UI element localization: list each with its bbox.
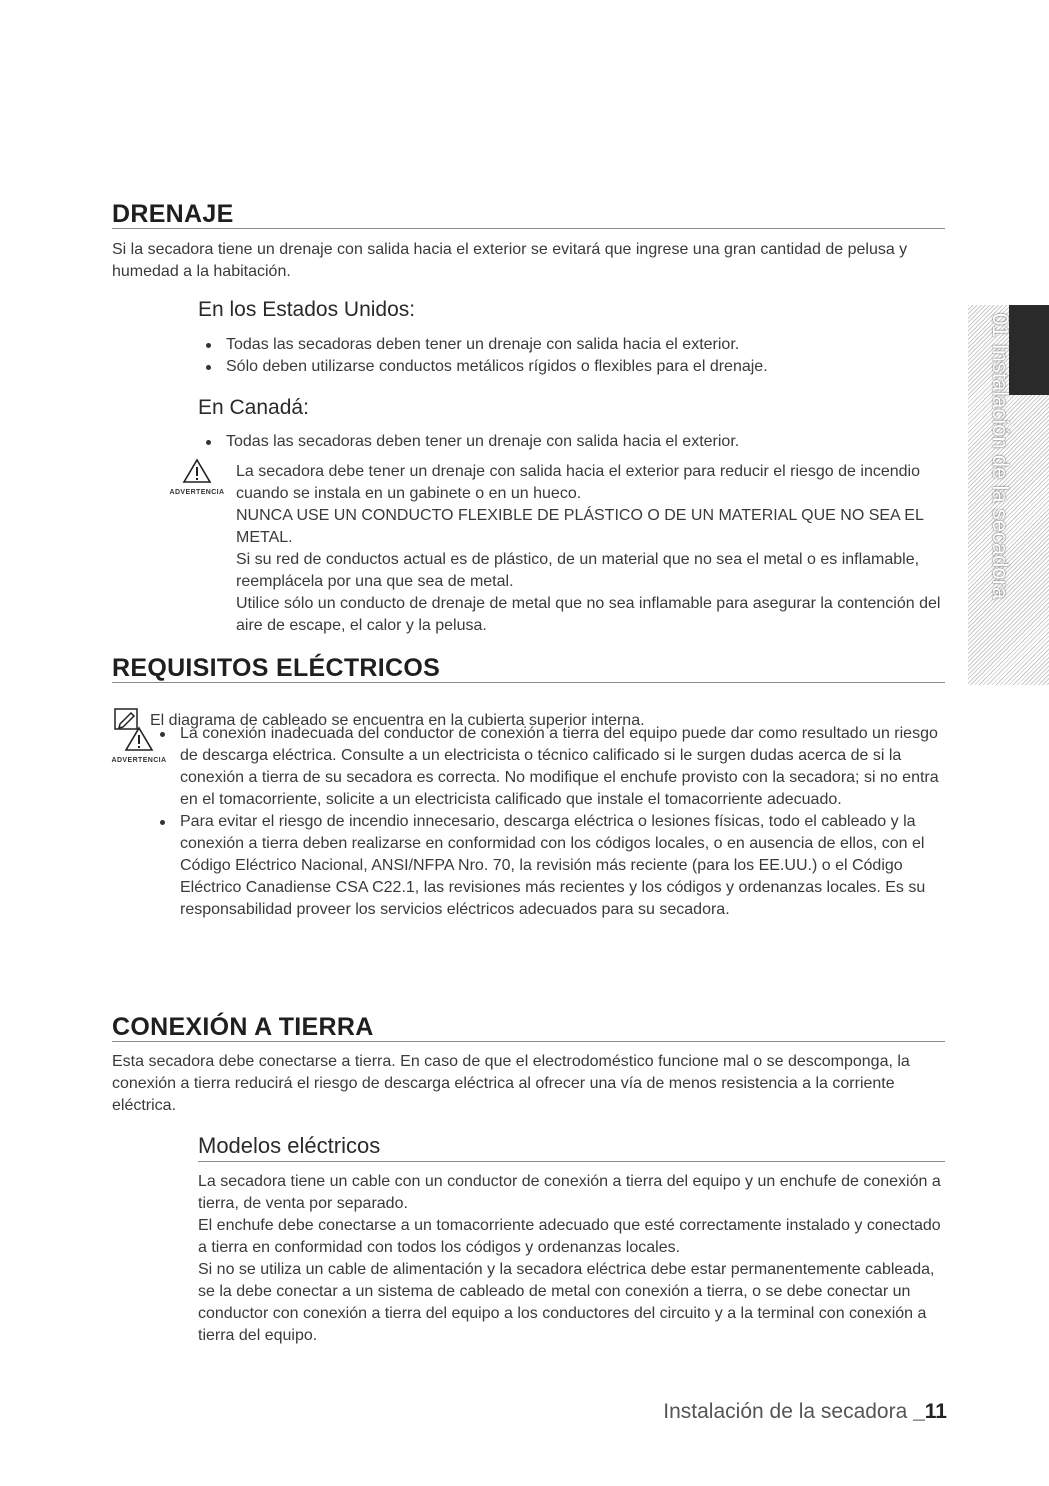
paragraph: Si no se utiliza un cable de alimentación y la secadora eléctrica debe estar permanentemente cableada, se la debe conectar a un sistema de cableado de metal con conexión a tierra, o se debe conectar un conductor con conexión a tierra del equipo a los conductores del circuito y a la terminal con conexión a tierra del equipo. [198, 1261, 935, 1344]
warning-icon [162, 458, 232, 496]
drenaje-title: DRENAJE [112, 200, 234, 228]
chapter-tab-label: 01 Instalación de la secadora [988, 313, 1013, 600]
list-item: Sólo deben utilizarse conductos metálicos rígidos o flexibles para el drenaje. [226, 356, 926, 378]
warning-line: La secadora debe tener un drenaje con salida hacia el exterior para reducir el riesgo de incendio cuando se instala en un gabinete o en un hueco. [236, 463, 920, 502]
drenaje-intro: Si la secadora tiene un drenaje con salida hacia el exterior se evitará que ingrese una gran cantidad de pelusa y humedad a la habitación. [112, 241, 908, 280]
warning-label: ADVERTENCIA [169, 489, 225, 496]
drenaje-rule [112, 228, 945, 229]
electricos-list [180, 723, 950, 921]
modelos-body [198, 1171, 943, 1347]
warning-line: Utilice sólo un conducto de drenaje de metal que no sea inflamable para asegurar la contención del aire de escape, el calor y la pelusa. [236, 595, 941, 634]
ca-heading: En Canadá: [198, 396, 309, 419]
list-item: Todas las secadoras deben tener un drenaje con salida hacia el exterior. [226, 334, 926, 356]
page-footer [663, 1400, 947, 1424]
warning-line: Si su red de conductos actual es de plástico, de un material que no sea el metal o es inflamable, reemplácela por una que sea de metal. [236, 551, 920, 590]
paragraph: La secadora tiene un cable con un conductor de conexión a tierra del equipo y un enchufe de conexión a tierra, de venta por separado. [198, 1173, 941, 1212]
paragraph: El enchufe debe conectarse a un tomacorriente adecuado que esté correctamente instalado y conectado a tierra en conformidad con todos los códigos y ordenanzas locales. [198, 1217, 941, 1256]
drenaje-warning-text [236, 461, 951, 637]
tierra-rule [112, 1041, 945, 1042]
footer-section: Instalación de la secadora [663, 1400, 914, 1423]
list-item: Para evitar el riesgo de incendio innecesario, descarga eléctrica o lesiones físicas, todo el cableado y la conexión a tierra deben realizarse en conformidad con los códigos locales, o en ausencia de ellos, con el Código Eléctrico Nacional, ANSI/NFPA Nro. 70, la revisión más reciente (para los EE.UU.) o el Código Eléctrico Canadiense CSA C22.1, las revisiones más recientes y los códigos y ordenanzas locales. Es su responsabilidad proveer los servicios eléctricos adecuados para su secadora. [180, 811, 950, 921]
list-item: La conexión inadecuada del conductor de conexión a tierra del equipo puede dar como resultado un riesgo de descarga eléctrica. Consulte a un electricista o técnico calificado si le surgen dudas acerca de si la conexión a tierra de su secadora es correcta. No modifique el enchufe provisto con la secadora; si no entra en el tomacorriente, solicite a un electricista calificado que instale el tomacorriente adecuado. [180, 723, 950, 811]
page-number: _11 [913, 1400, 947, 1423]
electricos-rule [112, 682, 945, 683]
us-heading: En los Estados Unidos: [198, 298, 416, 321]
warning-label: ADVERTENCIA [111, 757, 167, 764]
note-text: El diagrama de cableado se encuentra en la cubierta superior interna. [150, 712, 645, 729]
us-list [226, 334, 926, 378]
modelos-rule [198, 1161, 945, 1162]
tierra-intro: Esta secadora debe conectarse a tierra. En caso de que el electrodoméstico funcione mal o se descomponga, la conexión a tierra reducirá el riesgo de descarga eléctrica al ofrecer una vía de menos resistencia a la corriente eléctrica. [112, 1053, 910, 1114]
list-item: Todas las secadoras deben tener un drenaje con salida hacia el exterior. [226, 431, 926, 453]
modelos-heading: Modelos eléctricos [198, 1133, 381, 1158]
tierra-title: CONEXIÓN A TIERRA [112, 1013, 374, 1041]
electricos-title: REQUISITOS ELÉCTRICOS [112, 654, 441, 682]
warning-line: NUNCA USE UN CONDUCTO FLEXIBLE DE PLÁSTICO O DE UN MATERIAL QUE NO SEA EL METAL. [236, 507, 924, 546]
ca-list [226, 431, 926, 453]
